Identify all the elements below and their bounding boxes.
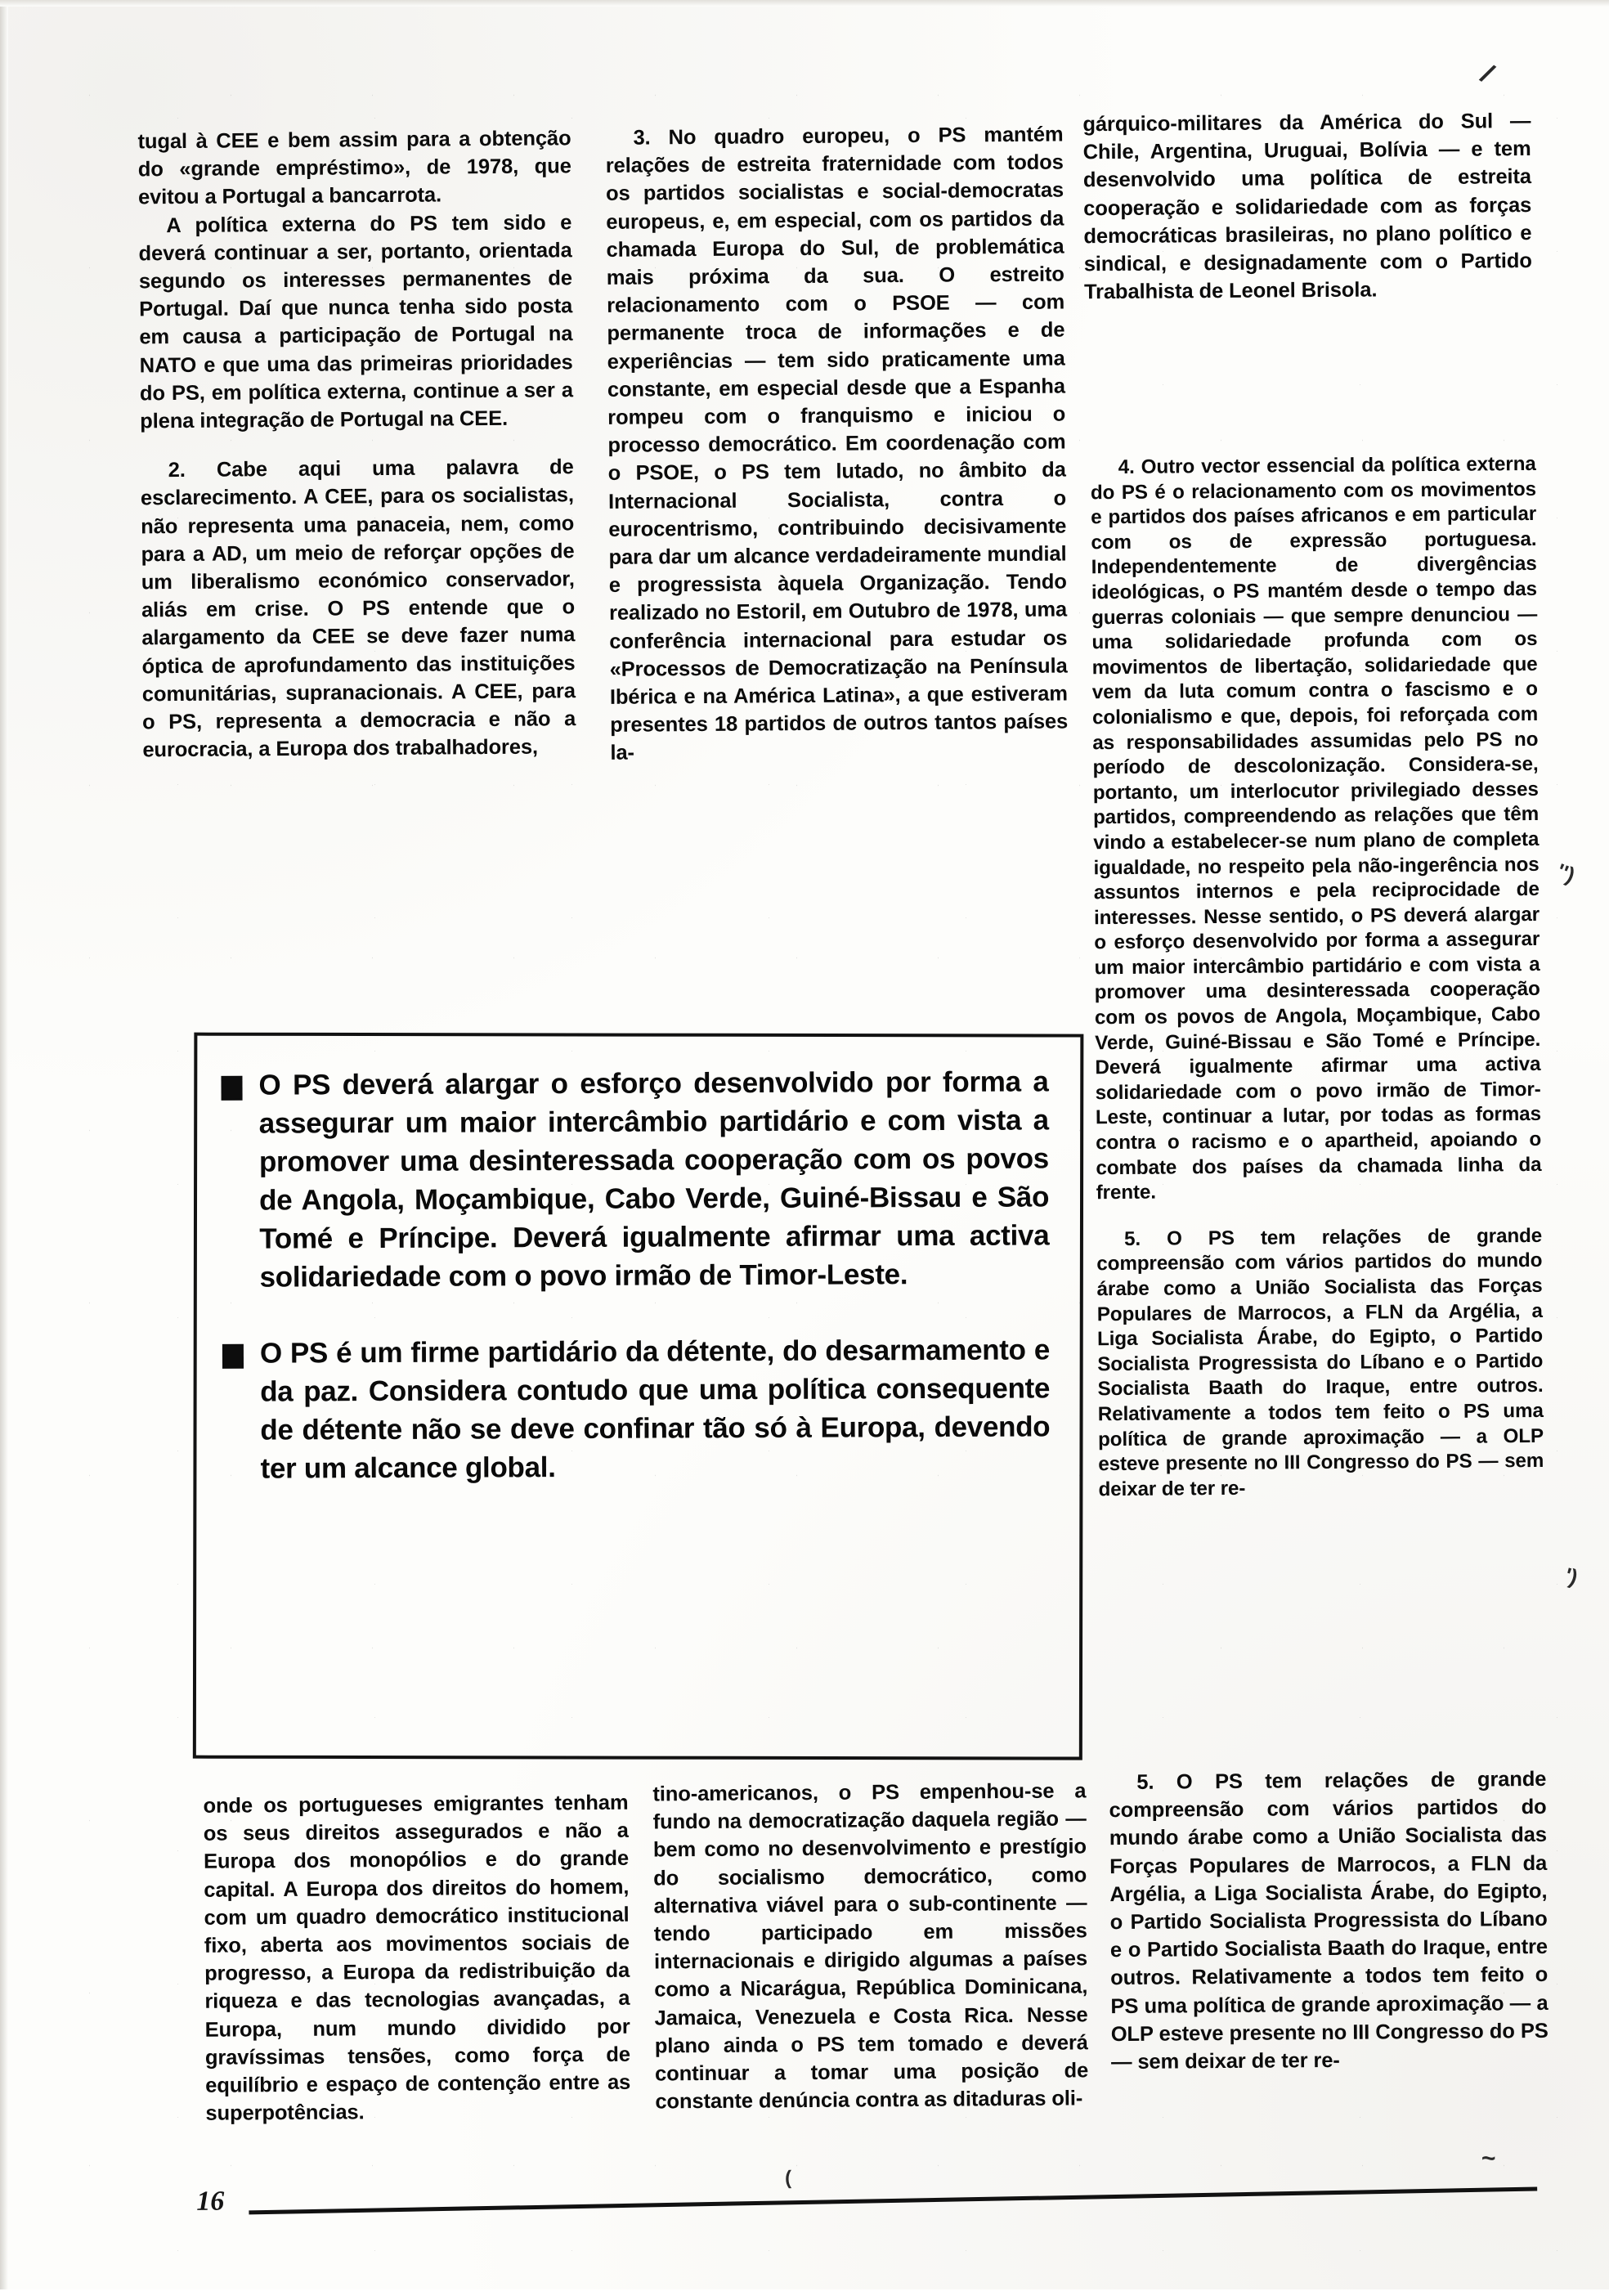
paragraph: 5. O PS tem relações de grande compreensão com vários partidos do mundo árabe como a União Socialista das Forças Populares de Marrocos, a FLN da Argélia, a Liga Socialista Árabe, do Egipto, o Partido Socialista Progressista do Líbano e o Partido Socialista Baath do Iraque, entre outros. Relativamente a todos tem feito o PS uma política de grande aproximação — a OLP esteve presente no III Congresso do PS — sem deixar de ter re- [1096, 1224, 1544, 1500]
column-bottom-middle [652, 1777, 1088, 2116]
paragraph: 2. Cabe aqui uma palavra de esclarecimento. A CEE, para os socialistas, não representa uma panaceia, nem, como para a AD, um meio de reforçar opções de um liberalismo económico conservador, aliás em crise. O PS entende que o alargamento da CEE se deve fazer numa óptica de aprofundamento das instituições comunitárias, supranacionais. A CEE, para o PS, representa a democracia e não a eurocracia, a Europa dos trabalhadores, [140, 455, 576, 762]
paragraph: 4. Outro vector essencial da política externa do PS é o relacionamento com os movimentos e partidos dos países africanos e em particular com os de expressão portuguesa. Independentemente de divergências ideológicas, o PS mantém desde o tempo das guerras coloniais — que sempre denunciou — uma solidariedade profunda com os movimentos de libertação, solidariedade que vem da luta comum contra o fascismo e o colonialismo e que, depois, foi reforçada com as responsabilidades assumidas pelo PS no período de descolonização. Considera-se, portanto, um interlocutor privilegiado desses partidos, compreendendo as relações que têm vindo a estabelecer-se num plano de completa igualdade, no respeito pela não-ingerência nos assuntos internos e pela reciprocidade de interesses. Nesse sentido, o PS deverá alargar o esforço desenvolvido por forma a assegurar um maior intercâmbio partidário e com vista a promover uma desinteressada cooperação com os povos de Angola, Moçambique, Cabo Verde, Guiné-Bissau e São Tomé e Príncipe. Deverá igualmente afirmar uma activa solidariedade com o povo irmão de Timor-Leste, continuar a lutar, por todas as formas contra o racismo e o apartheid, apoiando o combate dos países da chamada linha da frente. [1090, 452, 1542, 1204]
page-footer [196, 2179, 1537, 2218]
paragraph: tino-americanos, o PS empenhou-se a fundo na democratização daquela região — bem como no desenvolvimento e prestígio do socialismo democrático, como alternativa viável para o sub-continente — tendo participado em missões internacionais e dirigido algumas a países como a Nicarágua, República Dominicana, Jamaica, Venezuela e Costa Rica. Nesse plano ainda o PS tem tomado e deverá continuar a tomar uma posição de constante denúncia contra as ditaduras oli- [652, 1779, 1089, 2114]
paragraph: 3. No quadro europeu, o PS mantém relações de estreita fraternidade com todos os partidos socialistas e social-democratas europeus, e, em especial, com os partidos da chamada Europa do Sul, de problemática mais próxima da sua. O estreito relacionamento com o PSOE — com permanente troca de informações e de experiências — tem sido praticamente uma constante, em especial desde que a Espanha rompeu com o franquismo e iniciou o processo democrático. Em coordenação com o PSOE, o PS tem lutado, no âmbito da Internacional Socialista, contra o eurocentrismo, contribuindo decisivamente para dar um alcance verdadeiramente mundial e progressista àquela Organização. Tendo realizado no Estoril, em Outubro de 1978, uma conferência internacional para estudar os «Processos de Democratização na Península Ibérica e na América Latina», a que estiveram presentes 18 partidos de outros tantos países la- [605, 123, 1069, 765]
pull-quote-item [222, 1330, 1051, 1487]
scan-artifact-mark: ') [1562, 1563, 1581, 1590]
square-bullet-icon [221, 1076, 242, 1101]
column-top-middle [605, 120, 1068, 767]
pull-quote-text: O PS é um firme partidário da détente, do desarmamento e da paz. Considera contudo que uma política consequente de détente não se deve confinar tão só à Europa, devendo ter um alcance global. [259, 1334, 1051, 1485]
page-number: 16 [196, 2186, 225, 2217]
paragraph: gárquico-militares da América do Sul — Chile, Argentina, Uruguai, Bolívia — e tem desenvolvido uma política de estreita cooperação e solidariedade com as forças democráticas brasileiras, no plano político e sindical, e designadamente com o Partido Trabalhista de Leonel Brisola. [1082, 109, 1532, 304]
footer-rule [249, 2187, 1537, 2215]
scan-artifact-mark: / [1475, 59, 1499, 89]
column-bottom-right [1109, 1765, 1548, 2076]
pull-quote-item [221, 1062, 1049, 1296]
scan-artifact-mark: ~ [1481, 2145, 1496, 2173]
paragraph: A política externa do PS tem sido e deverá continuar a ser, portanto, orientada segundo os interesses permanentes de Portugal. Daí que nunca tenha sido posta em causa a participação de Portugal na NATO e que uma das primeiras prioridades do PS, em política externa, continue a ser a plena integração de Portugal na CEE. [138, 210, 574, 433]
column-top-right [1082, 107, 1532, 307]
square-bullet-icon [222, 1344, 244, 1369]
column-bottom-left [203, 1789, 630, 2128]
paragraph: tugal à CEE e bem assim para a obtenção do «grande empréstimo», de 1978, que evitou a Portugal a bancarrota. [137, 127, 571, 209]
column-right-continuation [1091, 452, 1544, 1503]
column-top-left [137, 124, 576, 765]
scan-artifact-mark: ( [785, 2167, 792, 2190]
pull-quote-content [221, 1062, 1050, 1525]
paragraph: 5. O PS tem relações de grande compreensão com vários partidos do mundo árabe como a União Socialista das Forças Populares de Marrocos, a FLN da Argélia, a Liga Socialista Árabe, do Egipto, o Partido Socialista Progressista do Líbano e o Partido Socialista Baath do Iraque, entre outros. Relativamente a todos tem feito o PS uma política de grande aproximação — a OLP esteve presente no III Congresso do PS — sem deixar de ter re- [1109, 1767, 1548, 2074]
scan-artifact-mark: '') [1553, 858, 1579, 888]
paragraph: onde os portugueses emigrantes tenham os seus direitos assegurados e não a Europa dos monopólios e do grande capital. A Europa dos direitos do homem, com um quadro democrático institucional fixo, aberta aos movimentos sociais de progresso, a Europa da redistribuição da riqueza e das tecnologias avançadas, a Europa, num mundo dividido por gravíssimas tensões, como força de equilíbrio e espaço de contenção entre as superpotências. [203, 1791, 631, 2126]
pull-quote-text: O PS deverá alargar o esforço desenvolvido por forma a assegurar um maior intercâmbio partidário e com vista a promover uma desinteressada cooperação com os povos de Angola, Moçambique, Cabo Verde, Guiné-Bissau e São Tomé e Príncipe. Deverá igualmente afirmar uma activa solidariedade com o povo irmão de Timor-Leste. [258, 1065, 1050, 1294]
